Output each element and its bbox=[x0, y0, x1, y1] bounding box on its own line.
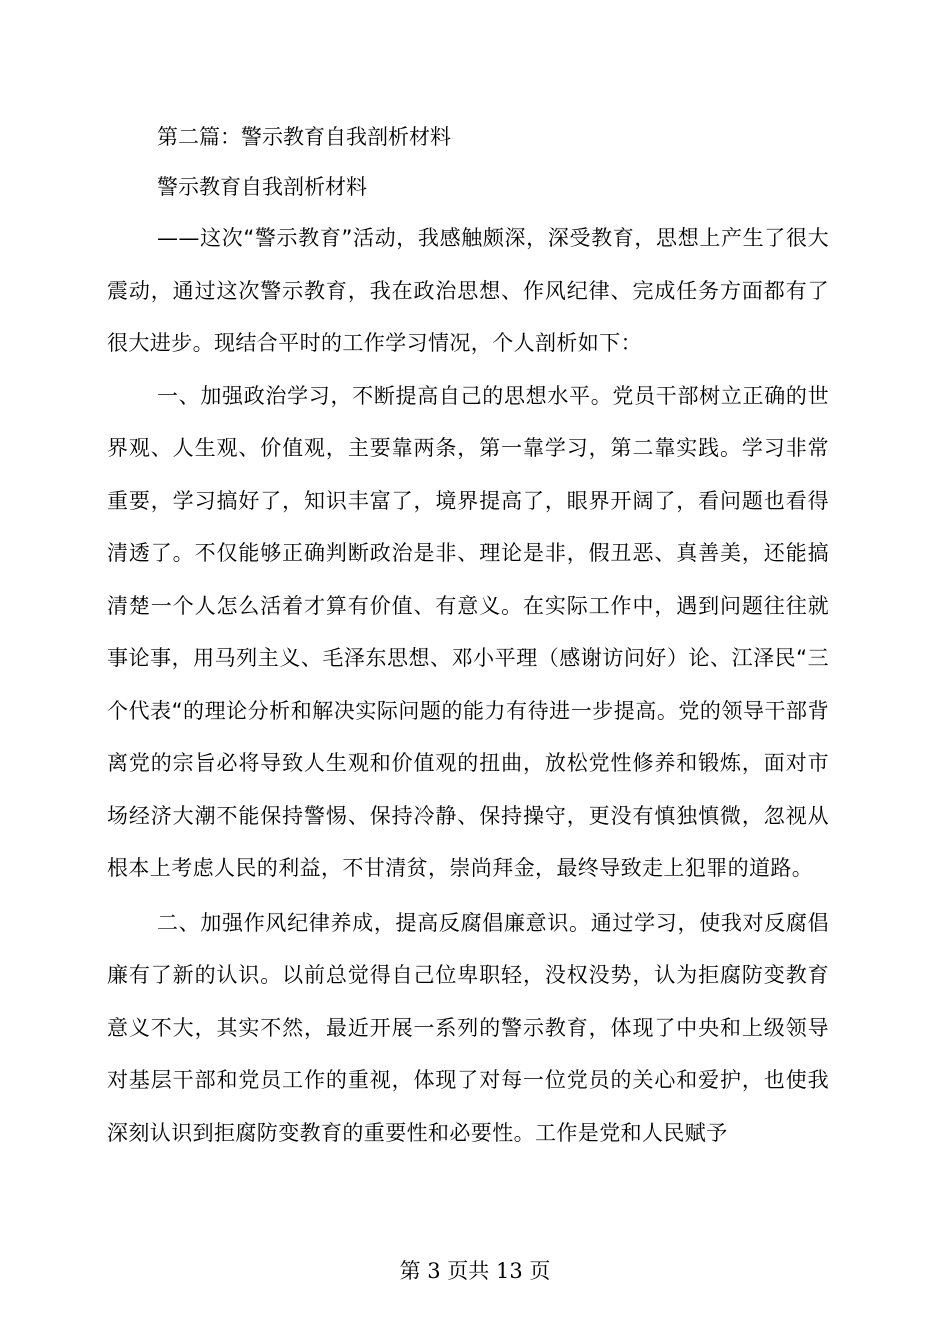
paragraph-section-two: 二、加强作风纪律养成，提高反腐倡廉意识。通过学习，使我对反腐倡廉有了新的认识。以前总觉得自己位卑职轻，没权没势，认为拒腐防变教育意义不大，其实不然，最近开展一系列的警示教育，体现了中央和上级领导对基层干部和党员工作的重视，体现了对每一位党员的关心和爱护，也使我深刻认识到拒腐防变教育的重要性和必要性。工作是党和人民赋予 bbox=[107, 910, 829, 1145]
sub-title: 警示教育自我剖析材料 bbox=[157, 175, 367, 199]
chapter-title: 第二篇：警示教育自我剖析材料 bbox=[157, 125, 451, 149]
paragraph-section-one: 一、加强政治学习，不断提高自己的思想水平。党员干部树立正确的世界观、人生观、价值观，主要靠两条，第一靠学习，第二靠实践。学习非常重要，学习搞好了，知识丰富了，境界提高了，眼界开阔了，看问题也看得清透了。不仅能够正确判断政治是非、理论是非，假丑恶、真善美，还能搞清楚一个人怎么活着才算有价值、有意义。在实际工作中，遇到问题往往就事论事，用马列主义、毛泽东思想、邓小平理（感谢访问好）论、江泽民“三个代表“的理论分析和解决实际问题的能力有待进一步提高。党的领导干部背离党的宗旨必将导致人生观和价值观的扭曲，放松党性修养和锻炼，面对市场经济大潮不能保持警惕、保持冷静、保持操守，更没有慎独慎微，忽视从根本上考虑人民的利益，不甘清贫，崇尚拜金，最终导致走上犯罪的道路。 bbox=[107, 383, 829, 880]
document-body bbox=[107, 112, 829, 1159]
page-number-footer: 第 3 页共 13 页 bbox=[399, 1259, 551, 1283]
paragraph-intro: ——这次“警示教育”活动，我感触颇深，深受教育，思想上产生了很大震动，通过这次警示教育，我在政治思想、作风纪律、完成任务方面都有了很大进步。现结合平时的工作学习情况，个人剖析如下： bbox=[107, 226, 829, 355]
